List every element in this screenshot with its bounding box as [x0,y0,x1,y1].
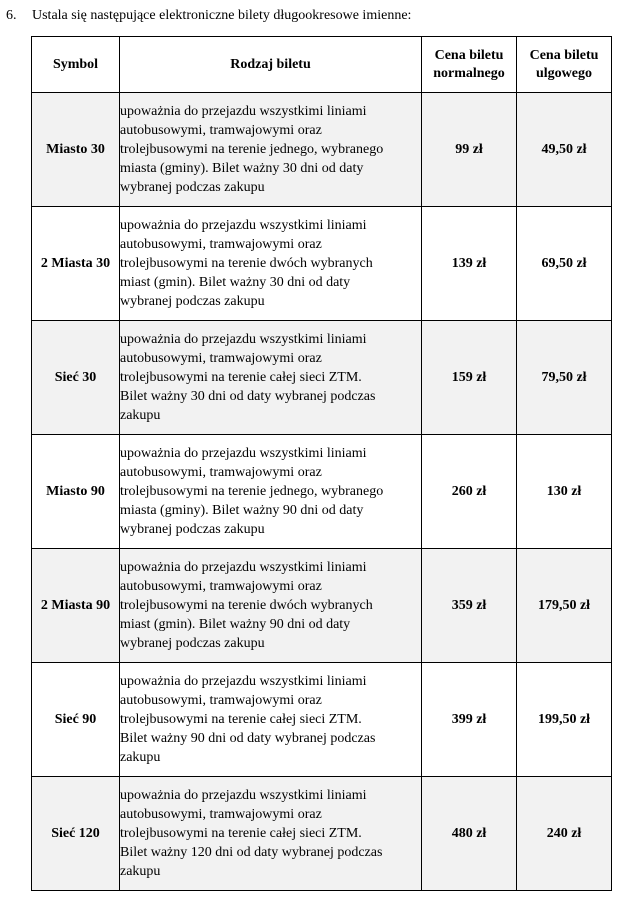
header-symbol: Symbol [32,37,120,93]
ticket-description-line: Bilet ważny 120 dni od daty wybranej podczas [120,845,383,860]
ticket-description-line: upoważnia do przejazdu wszystkimi liniami [120,560,367,575]
table-row [32,777,612,891]
ticket-description-line: trolejbusowymi na terenie dwóch wybranych [120,256,373,271]
ticket-description-line: miasta (gminy). Bilet ważny 90 dni od daty [120,503,364,518]
header-reduced-price [517,37,612,93]
ticket-description-line: Bilet ważny 30 dni od daty wybranej podczas [120,389,376,404]
list-item-heading [6,6,411,26]
ticket-description-line: zakupu [120,864,161,879]
ticket-description [120,207,422,321]
ticket-description-line: trolejbusowymi na terenie całej sieci ZTM. [120,712,362,727]
ticket-description-line: zakupu [120,750,161,765]
ticket-description-line: upoważnia do przejazdu wszystkimi liniami [120,104,367,119]
ticket-description [120,321,422,435]
header-reduced-price-line1: Cena biletu [529,47,599,63]
ticket-description-line: upoważnia do przejazdu wszystkimi liniami [120,788,367,803]
header-normal-price-line1: Cena biletu [434,47,504,63]
ticket-symbol: 2 Miasta 90 [32,549,120,663]
ticket-symbol: Sieć 90 [32,663,120,777]
reduced-price: 130 zł [517,435,612,549]
ticket-description-line: zakupu [120,408,161,423]
normal-price: 399 zł [422,663,517,777]
header-reduced-price-line2: ulgowego [536,65,592,81]
table-row [32,207,612,321]
ticket-description-line: upoważnia do przejazdu wszystkimi liniami [120,332,367,347]
ticket-description-line: autobusowymi, tramwajowymi oraz [120,123,322,138]
ticket-description-line: trolejbusowymi na terenie jednego, wybranego [120,484,384,499]
ticket-description-line: wybranej podczas zakupu [120,294,265,309]
ticket-description [120,435,422,549]
ticket-description-line: upoważnia do przejazdu wszystkimi liniami [120,446,367,461]
ticket-description [120,663,422,777]
ticket-description-line: wybranej podczas zakupu [120,522,265,537]
ticket-symbol: Miasto 30 [32,93,120,207]
table-row [32,93,612,207]
ticket-description-line: wybranej podczas zakupu [120,180,265,195]
ticket-description-line: autobusowymi, tramwajowymi oraz [120,237,322,252]
reduced-price: 49,50 zł [517,93,612,207]
ticket-symbol: Sieć 30 [32,321,120,435]
reduced-price: 179,50 zł [517,549,612,663]
ticket-description-line: trolejbusowymi na terenie dwóch wybranych [120,598,373,613]
ticket-description-line: autobusowymi, tramwajowymi oraz [120,807,322,822]
ticket-description [120,777,422,891]
list-number: 6. [6,8,17,23]
reduced-price: 199,50 zł [517,663,612,777]
ticket-description-line: Bilet ważny 90 dni od daty wybranej podczas [120,731,376,746]
ticket-description-line: miasta (gminy). Bilet ważny 30 dni od daty [120,161,364,176]
ticket-description-line: autobusowymi, tramwajowymi oraz [120,465,322,480]
ticket-symbol: Miasto 90 [32,435,120,549]
ticket-description-line: wybranej podczas zakupu [120,636,265,651]
normal-price: 99 zł [422,93,517,207]
ticket-symbol: Sieć 120 [32,777,120,891]
header-ticket-type: Rodzaj biletu [120,37,422,93]
ticket-description-line: miast (gmin). Bilet ważny 90 dni od daty [120,617,351,632]
ticket-description-line: miast (gmin). Bilet ważny 30 dni od daty [120,275,351,290]
reduced-price: 79,50 zł [517,321,612,435]
heading-text: Ustala się następujące elektroniczne bilety długookresowe imienne: [32,8,412,23]
normal-price: 359 zł [422,549,517,663]
ticket-description-line: autobusowymi, tramwajowymi oraz [120,579,322,594]
ticket-description-line: upoważnia do przejazdu wszystkimi liniami [120,218,367,233]
reduced-price: 240 zł [517,777,612,891]
table-row [32,321,612,435]
reduced-price: 69,50 zł [517,207,612,321]
normal-price: 480 zł [422,777,517,891]
ticket-description-line: trolejbusowymi na terenie całej sieci ZTM. [120,370,362,385]
table-header-row [32,37,612,93]
ticket-description-line: trolejbusowymi na terenie jednego, wybranego [120,142,384,157]
ticket-description-line: upoważnia do przejazdu wszystkimi liniami [120,674,367,689]
normal-price: 260 zł [422,435,517,549]
ticket-description-line: autobusowymi, tramwajowymi oraz [120,351,322,366]
table-row [32,663,612,777]
tickets-table [31,36,612,891]
ticket-description-line: trolejbusowymi na terenie całej sieci ZTM. [120,826,362,841]
ticket-description [120,549,422,663]
normal-price: 139 zł [422,207,517,321]
ticket-description [120,93,422,207]
header-normal-price-line2: normalnego [433,65,505,81]
table-row [32,435,612,549]
ticket-symbol: 2 Miasta 30 [32,207,120,321]
ticket-description-line: autobusowymi, tramwajowymi oraz [120,693,322,708]
header-normal-price [422,37,517,93]
table-row [32,549,612,663]
normal-price: 159 zł [422,321,517,435]
